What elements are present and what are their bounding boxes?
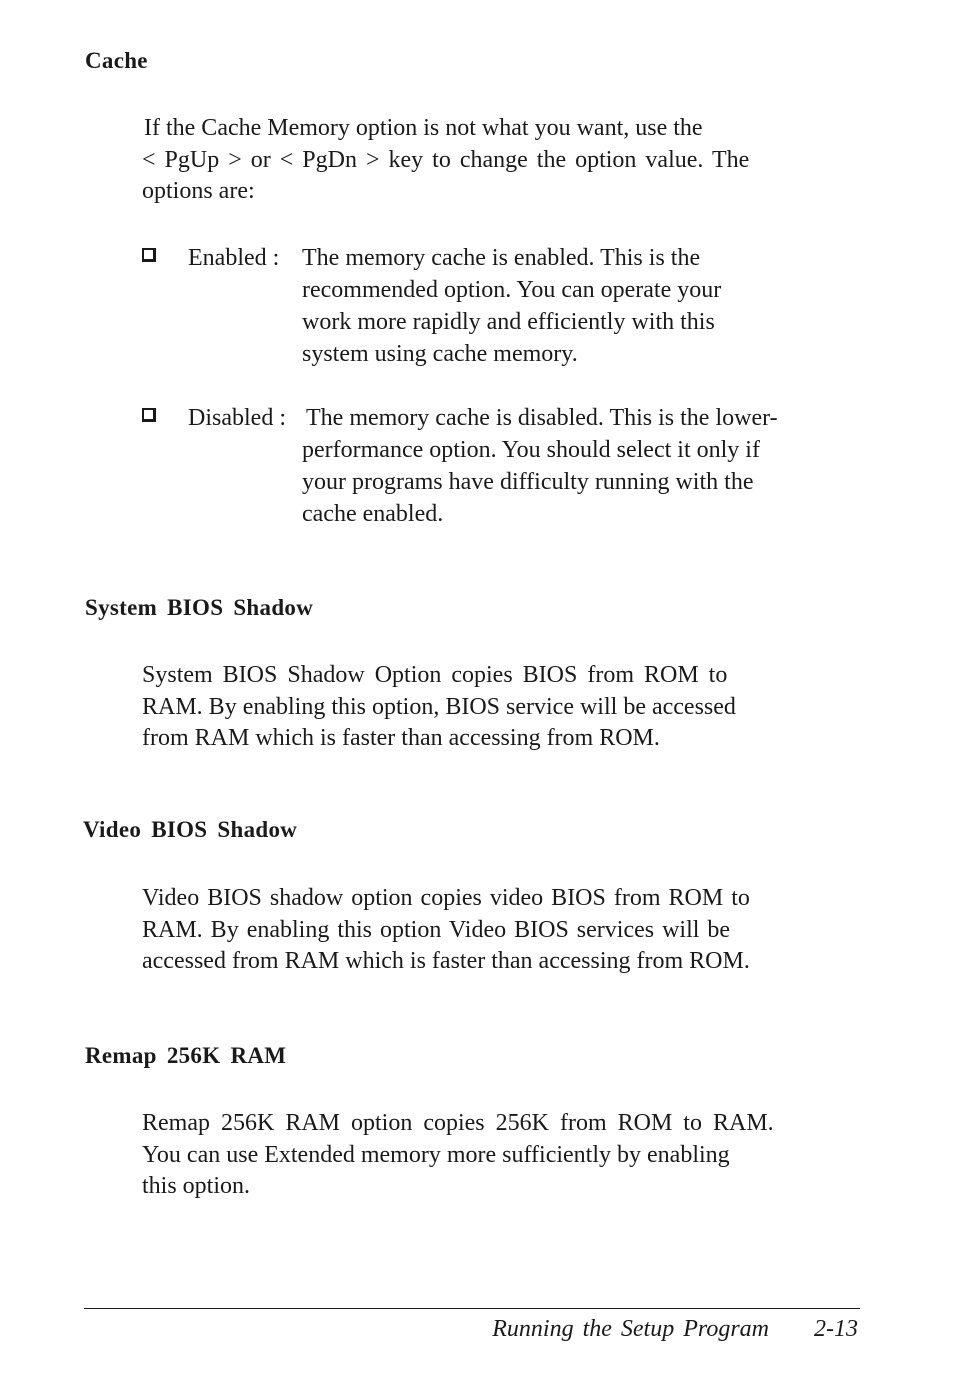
text-line: The memory cache is enabled. This is the: [302, 245, 701, 271]
option-description: [302, 242, 854, 370]
option-separator: :: [279, 405, 286, 431]
text-line: from RAM which is faster than accessing from ROM.: [142, 725, 660, 751]
text-line: Video BIOS shadow option copies video BIOS from ROM to: [142, 885, 750, 911]
text-line: If the Cache Memory option is not what you want, use the: [144, 115, 703, 141]
text-line: recommended option. You can operate your: [302, 277, 722, 303]
cache-intro-paragraph: [142, 113, 842, 208]
text-line: options are:: [142, 178, 255, 204]
text-line: accessed from RAM which is faster than accessing from ROM.: [142, 948, 750, 974]
text-line: RAM. By enabling this option, BIOS service will be accessed: [142, 693, 736, 720]
option-label: Disabled: [188, 405, 274, 431]
remap-256k-ram-paragraph: [142, 1108, 842, 1203]
text-line: your programs have difficulty running with the: [302, 469, 754, 495]
option-description: [302, 402, 858, 530]
text-line: RAM. By enabling this option Video BIOS services will be: [142, 916, 731, 943]
checkbox-bullet-icon: [142, 408, 156, 422]
option-separator: :: [272, 245, 280, 271]
text-line: < PgUp > or < PgDn > key to change the option value. The: [142, 146, 750, 173]
section-heading-remap-256k-ram: Remap 256K RAM: [85, 1043, 287, 1068]
text-line: Remap 256K RAM option copies 256K from ROM to RAM.: [142, 1110, 774, 1136]
option-label: Enabled: [188, 245, 267, 271]
footer-page-number: 2-13: [814, 1316, 858, 1342]
text-line: work more rapidly and efficiently with this: [302, 309, 715, 335]
section-heading-video-bios-shadow: Video BIOS Shadow: [83, 817, 298, 842]
video-bios-shadow-paragraph: [142, 883, 842, 978]
option-label-group: [188, 242, 279, 274]
footer-chapter-title: Running the Setup Program: [492, 1316, 769, 1342]
text-line: cache enabled.: [302, 501, 444, 527]
text-line: system using cache memory.: [302, 341, 578, 367]
page-footer: [492, 1316, 858, 1343]
text-line: You can use Extended memory more sufficiently by enabling: [142, 1141, 730, 1168]
option-label-group: [188, 402, 286, 434]
text-line: this option.: [142, 1173, 251, 1199]
text-line: The memory cache is disabled. This is the lower-: [306, 405, 778, 431]
text-line: System BIOS Shadow Option copies BIOS from ROM to: [142, 662, 728, 688]
section-heading-system-bios-shadow: System BIOS Shadow: [85, 595, 314, 620]
system-bios-shadow-paragraph: [142, 660, 842, 755]
text-line: performance option. You should select it only if: [302, 437, 760, 463]
section-heading-cache: Cache: [85, 48, 148, 73]
footer-rule: [84, 1308, 860, 1309]
checkbox-bullet-icon: [142, 248, 156, 262]
